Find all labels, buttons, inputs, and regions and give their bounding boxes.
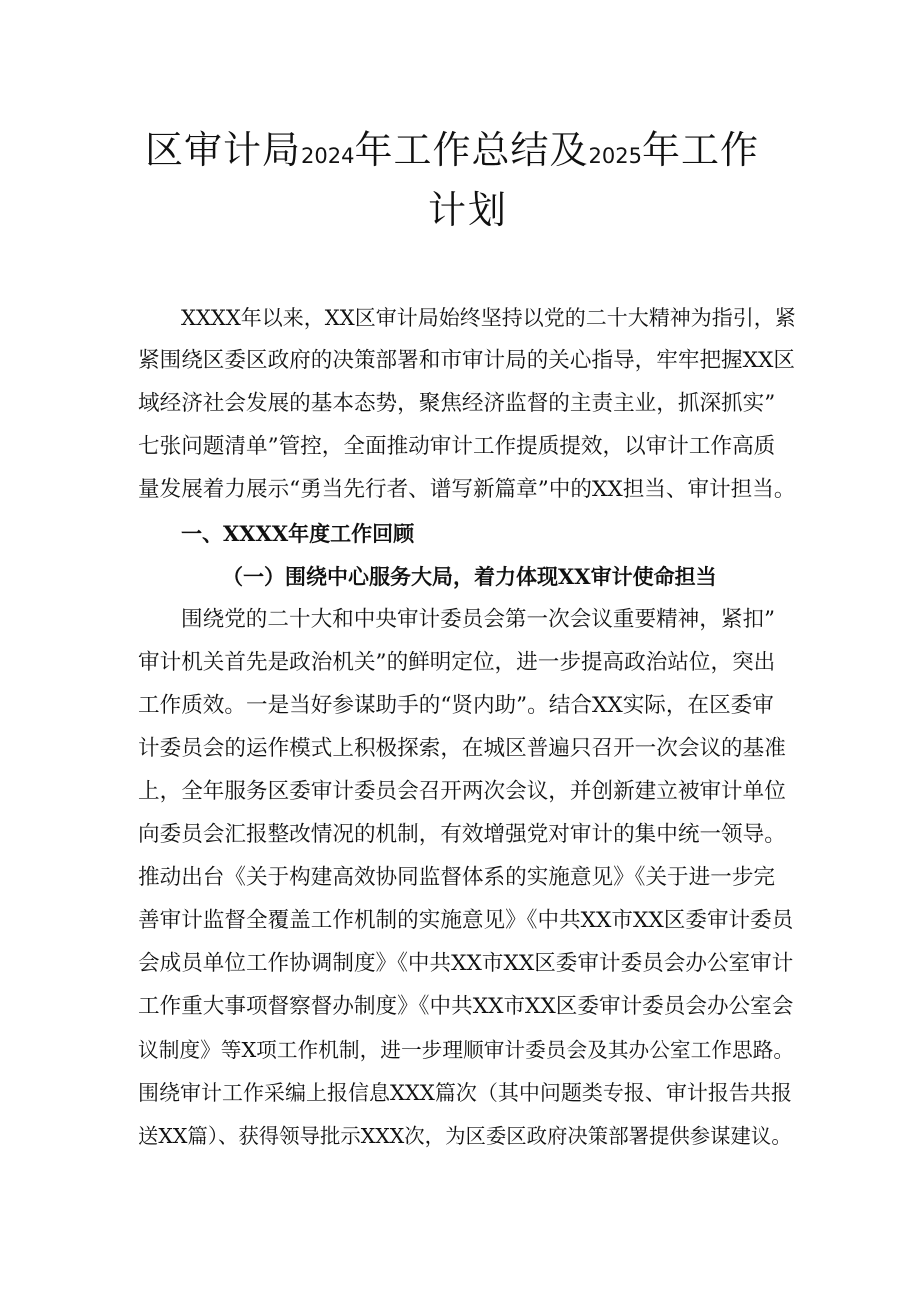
paragraph-line: 审计机关首先是政治机关”的鲜明定位，进一步提高政治站位，突出 [138,650,776,675]
paragraph-line: 议制度》等X项工作机制，进一步理顺审计委员会及其办公室工作思路。 [138,1038,795,1062]
paragraph-line: 计委员会的运作模式上积极探索，在城区普遍只召开一次会议的基准 [138,736,786,761]
intro-line-3: 域经济社会发展的基本态势，聚焦经济监督的主责主业，抓深抓实” [138,391,776,416]
title-year-2025: 2025 [588,144,642,168]
intro-line-1: XXXX年以来，XX区审计局始终坚持以党的二十大精神为指引，紧 [181,306,796,330]
paragraph-line: 工作重大事项督察督办制度》《中共XX市XX区委审计委员会办公室会 [138,994,794,1019]
paragraph-line: 善审计监督全覆盖工作机制的实施意见》《中共XX市XX区委审计委员 [138,908,794,933]
document-title-line-2: 计划 [428,188,509,232]
intro-line-2: 紧围绕区委区政府的决策部署和市审计局的关心指导，牢牢把握XX区 [138,348,795,373]
paragraph-line: 送XX篇）、获得领导批示XXX次，为区委区政府决策部署提供参谋建议。 [138,1124,792,1148]
title-text-a: 区审计局 [145,128,302,172]
intro-line-5: 量发展着力展示“勇当先行者、谱写新篇章”中的XX担当、审计担当。 [138,477,796,502]
paragraph-line: 围绕审计工作采编上报信息XXX篇次（其中问题类专报、审计报告共报 [138,1081,792,1105]
subsection-heading-1: （一）围绕中心服务大局，着力体现XX审计使命担当 [222,564,717,589]
title-text-c: 年工作 [641,128,759,172]
paragraph-line: 上，全年服务区委审计委员会召开两次会议，并创新建立被审计单位 [138,779,786,804]
paragraph-line: 工作质效。一是当好参谋助手的“贤内助”。结合XX实际，在区委审 [138,693,774,718]
title-year-2024: 2024 [301,144,355,168]
paragraph-line: 推动出台《关于构建高效协同监督体系的实施意见》《关于进一步完 [138,865,776,890]
section-heading-1: 一、XXXX年度工作回顾 [181,521,415,546]
paragraph-line: 围绕党的二十大和中央审计委员会第一次会议重要精神，紧扣” [181,607,776,632]
intro-line-4: 七张问题清单”管控，全面推动审计工作提质提效，以审计工作高质 [138,434,776,459]
title-text-b: 年工作总结及 [354,128,589,172]
paragraph-line: 会成员单位工作协调制度》《中共XX市XX区委审计委员会办公室审计 [138,951,794,976]
document-title-line-1 [145,124,759,182]
paragraph-line: 向委员会汇报整改情况的机制，有效增强党对审计的集中统一领导。 [138,822,786,847]
